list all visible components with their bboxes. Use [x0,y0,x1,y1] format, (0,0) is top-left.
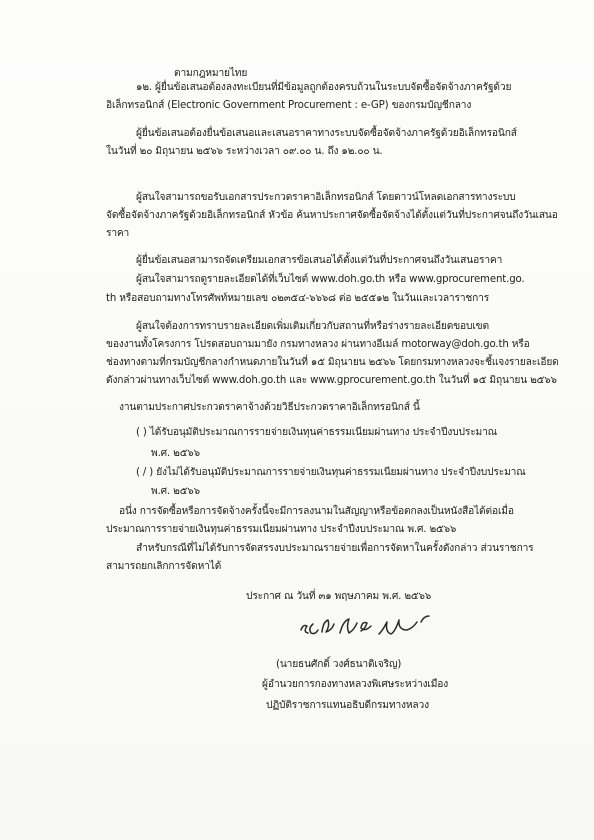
signature-strokes [301,616,429,634]
cancel-clause-line-1: สำหรับกรณีที่ไม่ได้รับการจัดสรรงบประมาณรายจ่ายเพื่อการจัดหาในครั้งดังกล่าว ส่วนราชการ [136,543,534,554]
signature [295,604,445,644]
inquiry-para-line-1: ผู้สนใจต้องการทราบรายละเอียดเพิ่มเติมเกี่ยวกับสถานที่หรือร่างรายละเอียดขอบเขต [136,321,489,332]
clause-12-line-1: ๑๒. ผู้ยื่นข้อเสนอต้องลงทะเบียนที่มีข้อมูลถูกต้องครบถ้วนในระบบจัดซื้อจัดจ้างภาครัฐด้วย [136,82,512,93]
section-heading: ตามกฎหมายไทย [174,68,248,79]
inquiry-para-line-3: ช่องทางตามที่กรมบัญชีกลางกำหนดภายในวันที่ ๑๕ มิถุนายน ๒๕๖๖ โดยกรมทางหลวงจะชี้แจงรายละเอียด [106,357,559,368]
condition-line-2: ประมาณการรายจ่ายเงินทุนค่าธรรมเนียมผ่านทาง ประจำปีงบประมาณ พ.ศ. ๒๕๖๖ [106,524,457,535]
clause-12-line-2: อิเล็กทรอนิกส์ (Electronic Government Procurement : e-GP) ของกรมบัญชีกลาง [106,100,472,111]
budget-option-1-line-1: ( ) ได้รับอนุมัติประมาณการรายจ่ายเงินทุนค่าธรรมเนียมผ่านทาง ประจำปีงบประมาณ [136,427,497,438]
budget-intro-line: งานตามประกาศประกวดราคาจ้างด้วยวิธีประกวดราคาอิเล็กทรอนิกส์ นี้ [119,402,420,413]
download-para-line-3: ราคา [106,228,130,239]
download-para-line-2: จัดซื้อจัดจ้างภาครัฐด้วยอิเล็กทรอนิกส์ หัวข้อ ค้นหาประกาศจัดซื้อจัดจ้างได้ตั้งแต่วันที่ประกาศจนถึงวันเสนอ [106,210,558,221]
website-para-line-2: th หรือสอบถามทางโทรศัพท์หมายเลข ๐๒๓๕๔-๖๖๖๘ ต่อ ๒๕๕๑๒ ในวันและเวลาราชการ [106,293,490,304]
inquiry-para-line-2: ของงานทั้งโครงการ โปรดสอบถามมายัง กรมทางหลวง ผ่านทางอีเมล์ motorway@doh.go.th หรือ [106,339,530,350]
condition-line-1: อนึ่ง การจัดซื้อหรือการจัดจ้างครั้งนี้จะมีการลงนามในสัญญาหรือข้อตกลงเป็นหนังสือได้ต่อเมื่อ [119,506,514,517]
signatory-position: ผู้อำนวยการกองทางหลวงพิเศษระหว่างเมือง [262,679,449,690]
budget-option-1-line-2: พ.ศ. ๒๕๖๖ [151,448,200,459]
submission-line-1: ผู้ยื่นข้อเสนอต้องยื่นข้อเสนอและเสนอราคาทางระบบจัดซื้อจัดจ้างภาครัฐด้วยอิเล็กทรอนิกส์ [136,128,517,139]
signatory-acting-title: ปฏิบัติราชการแทนอธิบดีกรมทางหลวง [266,700,429,711]
budget-option-2-line-2: พ.ศ. ๒๕๖๖ [151,486,200,497]
handwritten-signature-icon [295,604,445,644]
website-para-line-1: ผู้สนใจสามารถดูรายละเอียดได้ที่เว็บไซต์ www.doh.go.th หรือ www.gprocurement.go. [136,274,525,285]
budget-option-2-line-1: ( / ) ยังไม่ได้รับอนุมัติประมาณการรายจ่ายเงินทุนค่าธรรมเนียมผ่านทาง ประจำปีงบประมาณ [136,467,526,478]
announcement-date: ประกาศ ณ วันที่ ๓๑ พฤษภาคม พ.ศ. ๒๕๖๖ [246,591,432,602]
signatory-name: (นายธนศักดิ์ วงศ์ธนาดิเจริญ) [276,659,402,670]
prepare-docs-line: ผู้ยื่นข้อเสนอสามารถจัดเตรียมเอกสารข้อเสนอได้ตั้งแต่วันที่ประกาศจนถึงวันเสนอราคา [136,255,503,266]
inquiry-para-line-4: ดังกล่าวผ่านทางเว็บไซต์ www.doh.go.th และ www.gprocurement.go.th ในวันที่ ๑๕ มิถุนายน ๒๕๖๖ [106,375,557,386]
submission-line-2: ในวันที่ ๒๐ มิถุนายน ๒๕๖๖ ระหว่างเวลา ๐๙.๐๐ น. ถึง ๑๒.๐๐ น. [106,146,383,157]
cancel-clause-line-2: สามารถยกเลิกการจัดหาได้ [106,561,222,572]
download-para-line-1: ผู้สนใจสามารถขอรับเอกสารประกวดราคาอิเล็กทรอนิกส์ โดยดาวน์โหลดเอกสารทางระบบ [136,192,516,203]
